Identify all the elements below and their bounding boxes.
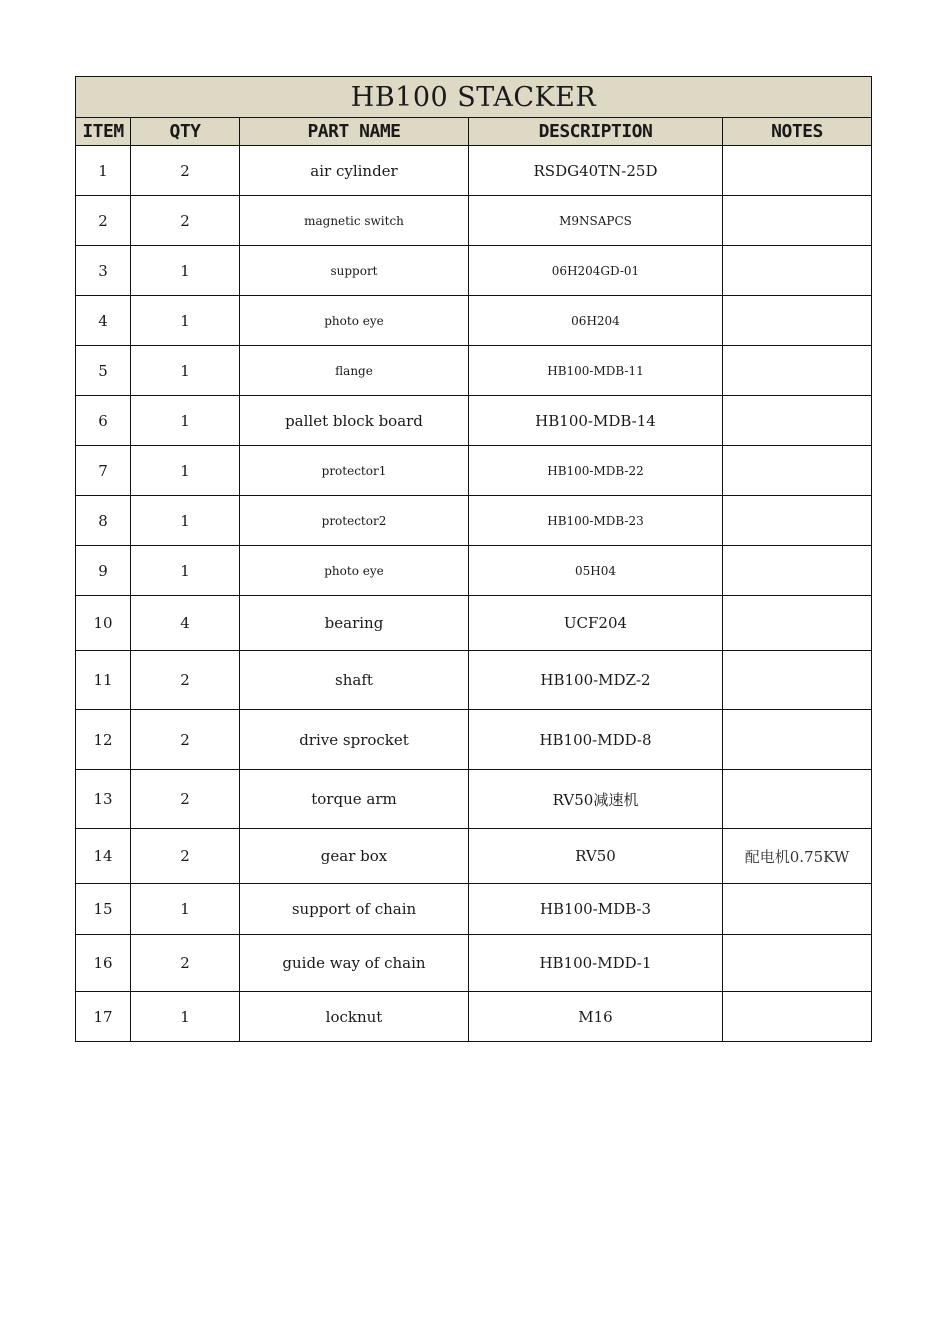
description-cell: HB100-MDB-23 bbox=[469, 496, 723, 546]
table-row bbox=[76, 596, 872, 651]
description-cell: HB100-MDB-22 bbox=[469, 446, 723, 496]
table-row bbox=[76, 396, 872, 446]
table-row bbox=[76, 770, 872, 829]
description-cell: HB100-MDZ-2 bbox=[469, 651, 723, 710]
title-row bbox=[76, 77, 872, 118]
item-cell: 9 bbox=[76, 546, 131, 596]
qty-cell: 1 bbox=[131, 546, 240, 596]
notes-cell bbox=[723, 992, 872, 1042]
table-title: HB100 STACKER bbox=[76, 77, 872, 118]
qty-cell: 2 bbox=[131, 146, 240, 196]
notes-cell bbox=[723, 710, 872, 770]
part-name-cell: air cylinder bbox=[240, 146, 469, 196]
item-cell: 4 bbox=[76, 296, 131, 346]
table-row bbox=[76, 446, 872, 496]
table-row bbox=[76, 496, 872, 546]
item-cell: 13 bbox=[76, 770, 131, 829]
item-cell: 14 bbox=[76, 829, 131, 884]
notes-cell bbox=[723, 935, 872, 992]
item-cell: 3 bbox=[76, 246, 131, 296]
header-row bbox=[76, 118, 872, 146]
item-cell: 6 bbox=[76, 396, 131, 446]
header-notes: NOTES bbox=[723, 118, 872, 146]
item-cell: 10 bbox=[76, 596, 131, 651]
description-cell: M16 bbox=[469, 992, 723, 1042]
header-item: ITEM bbox=[76, 118, 131, 146]
table-row bbox=[76, 196, 872, 246]
table-row bbox=[76, 935, 872, 992]
description-cell: RV50 bbox=[469, 829, 723, 884]
item-cell: 5 bbox=[76, 346, 131, 396]
notes-cell bbox=[723, 496, 872, 546]
table-row bbox=[76, 146, 872, 196]
qty-cell: 1 bbox=[131, 296, 240, 346]
part-name-cell: shaft bbox=[240, 651, 469, 710]
notes-cell bbox=[723, 396, 872, 446]
part-name-cell: photo eye bbox=[240, 296, 469, 346]
table-row bbox=[76, 246, 872, 296]
description-cell: 06H204 bbox=[469, 296, 723, 346]
notes-cell bbox=[723, 884, 872, 935]
part-name-cell: torque arm bbox=[240, 770, 469, 829]
table-row bbox=[76, 296, 872, 346]
part-name-cell: pallet block board bbox=[240, 396, 469, 446]
item-cell: 2 bbox=[76, 196, 131, 246]
item-cell: 16 bbox=[76, 935, 131, 992]
qty-cell: 4 bbox=[131, 596, 240, 651]
part-name-cell: bearing bbox=[240, 596, 469, 651]
item-cell: 15 bbox=[76, 884, 131, 935]
description-cell: UCF204 bbox=[469, 596, 723, 651]
part-name-cell: protector1 bbox=[240, 446, 469, 496]
header-description: DESCRIPTION bbox=[469, 118, 723, 146]
qty-cell: 1 bbox=[131, 246, 240, 296]
notes-cell bbox=[723, 770, 872, 829]
qty-cell: 2 bbox=[131, 196, 240, 246]
item-cell: 17 bbox=[76, 992, 131, 1042]
qty-cell: 2 bbox=[131, 710, 240, 770]
description-cell: 05H04 bbox=[469, 546, 723, 596]
qty-cell: 2 bbox=[131, 935, 240, 992]
notes-cell bbox=[723, 546, 872, 596]
part-name-cell: support bbox=[240, 246, 469, 296]
item-cell: 1 bbox=[76, 146, 131, 196]
notes-cell bbox=[723, 246, 872, 296]
qty-cell: 1 bbox=[131, 346, 240, 396]
description-cell: M9NSAPCS bbox=[469, 196, 723, 246]
header-qty: QTY bbox=[131, 118, 240, 146]
qty-cell: 1 bbox=[131, 992, 240, 1042]
notes-cell bbox=[723, 296, 872, 346]
qty-cell: 2 bbox=[131, 651, 240, 710]
item-cell: 12 bbox=[76, 710, 131, 770]
notes-cell bbox=[723, 651, 872, 710]
description-cell: HB100-MDD-8 bbox=[469, 710, 723, 770]
notes-cell: 配电机0.75KW bbox=[723, 829, 872, 884]
description-cell: 06H204GD-01 bbox=[469, 246, 723, 296]
description-cell: HB100-MDB-14 bbox=[469, 396, 723, 446]
notes-cell bbox=[723, 196, 872, 246]
part-name-cell: guide way of chain bbox=[240, 935, 469, 992]
item-cell: 7 bbox=[76, 446, 131, 496]
qty-cell: 1 bbox=[131, 496, 240, 546]
part-name-cell: magnetic switch bbox=[240, 196, 469, 246]
notes-cell bbox=[723, 446, 872, 496]
part-name-cell: protector2 bbox=[240, 496, 469, 546]
header-part-name: PART NAME bbox=[240, 118, 469, 146]
notes-cell bbox=[723, 596, 872, 651]
item-cell: 8 bbox=[76, 496, 131, 546]
description-cell: RSDG40TN-25D bbox=[469, 146, 723, 196]
part-name-cell: support of chain bbox=[240, 884, 469, 935]
qty-cell: 2 bbox=[131, 770, 240, 829]
description-cell: HB100-MDB-3 bbox=[469, 884, 723, 935]
part-name-cell: photo eye bbox=[240, 546, 469, 596]
table-row bbox=[76, 992, 872, 1042]
notes-cell bbox=[723, 346, 872, 396]
table-row bbox=[76, 884, 872, 935]
part-name-cell: gear box bbox=[240, 829, 469, 884]
table-row bbox=[76, 651, 872, 710]
description-cell: HB100-MDB-11 bbox=[469, 346, 723, 396]
part-name-cell: flange bbox=[240, 346, 469, 396]
part-name-cell: drive sprocket bbox=[240, 710, 469, 770]
qty-cell: 1 bbox=[131, 884, 240, 935]
description-cell: HB100-MDD-1 bbox=[469, 935, 723, 992]
qty-cell: 1 bbox=[131, 396, 240, 446]
qty-cell: 2 bbox=[131, 829, 240, 884]
table-row bbox=[76, 710, 872, 770]
table-row bbox=[76, 829, 872, 884]
table-row bbox=[76, 546, 872, 596]
parts-table bbox=[75, 76, 872, 1042]
description-cell: RV50减速机 bbox=[469, 770, 723, 829]
item-cell: 11 bbox=[76, 651, 131, 710]
qty-cell: 1 bbox=[131, 446, 240, 496]
part-name-cell: locknut bbox=[240, 992, 469, 1042]
notes-cell bbox=[723, 146, 872, 196]
table-row bbox=[76, 346, 872, 396]
